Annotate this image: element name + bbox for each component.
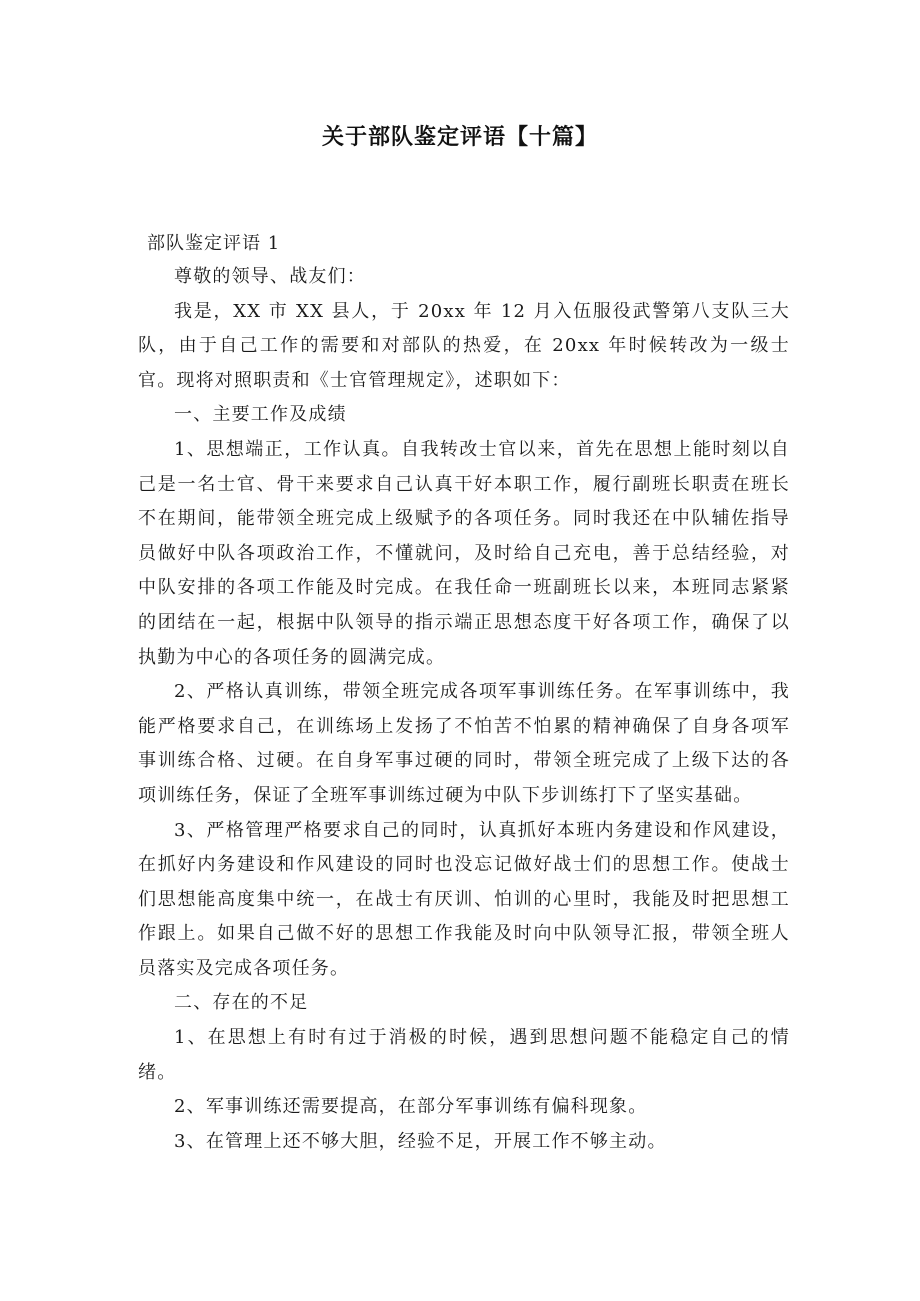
paragraph-item-3: 3、严格管理严格要求自己的同时，认真抓好本班内务建设和作风建设，在抓好内务建设和作风建设的同时也没忘记做好战士们的思想工作。使战士们思想能高度集中统一，在战士有厌训、怕训的心里时，我能及时把思想工作跟上。如果自己做不好的思想工作我能及时向中队领导汇报，带领全班人员落实及完成各项任务。 <box>138 819 790 979</box>
paragraph-shortcoming-3: 3、在管理上还不够大胆，经验不足，开展工作不够主动。 <box>174 1130 667 1152</box>
document-body <box>138 260 790 1159</box>
section-title: 部队鉴定评语 1 <box>147 233 281 254</box>
paragraph-shortcoming-1: 1、在思想上有时有过于消极的时候，遇到思想问题不能稳定自己的情绪。 <box>138 1027 790 1083</box>
paragraph-shortcoming-2: 2、军事训练还需要提高，在部分军事训练有偏科现象。 <box>174 1096 648 1118</box>
document-title: 关于部队鉴定评语【十篇】 <box>321 125 598 150</box>
heading-shortcomings: 二、存在的不足 <box>174 992 309 1014</box>
paragraph-item-2: 2、严格认真训练，带领全班完成各项军事训练任务。在军事训练中，我能严格要求自己，在训练场上发扬了不怕苦不怕累的精神确保了自身各项军事训练合格、过硬。在自身军事过硬的同时，带领全班完成了上级下达的各项训练任务，保证了全班军事训练过硬为中队下步训练打下了坚实基础。 <box>138 681 790 806</box>
paragraph-intro: 我是，XX 市 XX 县人，于 20xx 年 12 月入伍服役武警第八支队三大队，由于自己工作的需要和对部队的热爱，在 20xx 年时候转改为一级士官。现将对照职责和《士官管理规定》，述职如下： <box>138 300 790 391</box>
paragraph-greeting: 尊敬的领导、战友们： <box>174 266 366 287</box>
paragraph-item-1: 1、思想端正，工作认真。自我转改士官以来，首先在思想上能时刻以自己是一名士官、骨干来要求自己认真干好本职工作，履行副班长职责在班长不在期间，能带领全班完成上级赋予的各项任务。同时我还在中队辅佐指导员做好中队各项政治工作，不懂就问，及时给自己充电，善于总结经验，对中队安排的各项工作能及时完成。在我任命一班副班长以来，本班同志紧紧的团结在一起，根据中队领导的指示端正思想态度干好各项工作，确保了以执勤为中心的各项任务的圆满完成。 <box>138 438 790 668</box>
heading-main-work: 一、主要工作及成绩 <box>174 404 347 426</box>
